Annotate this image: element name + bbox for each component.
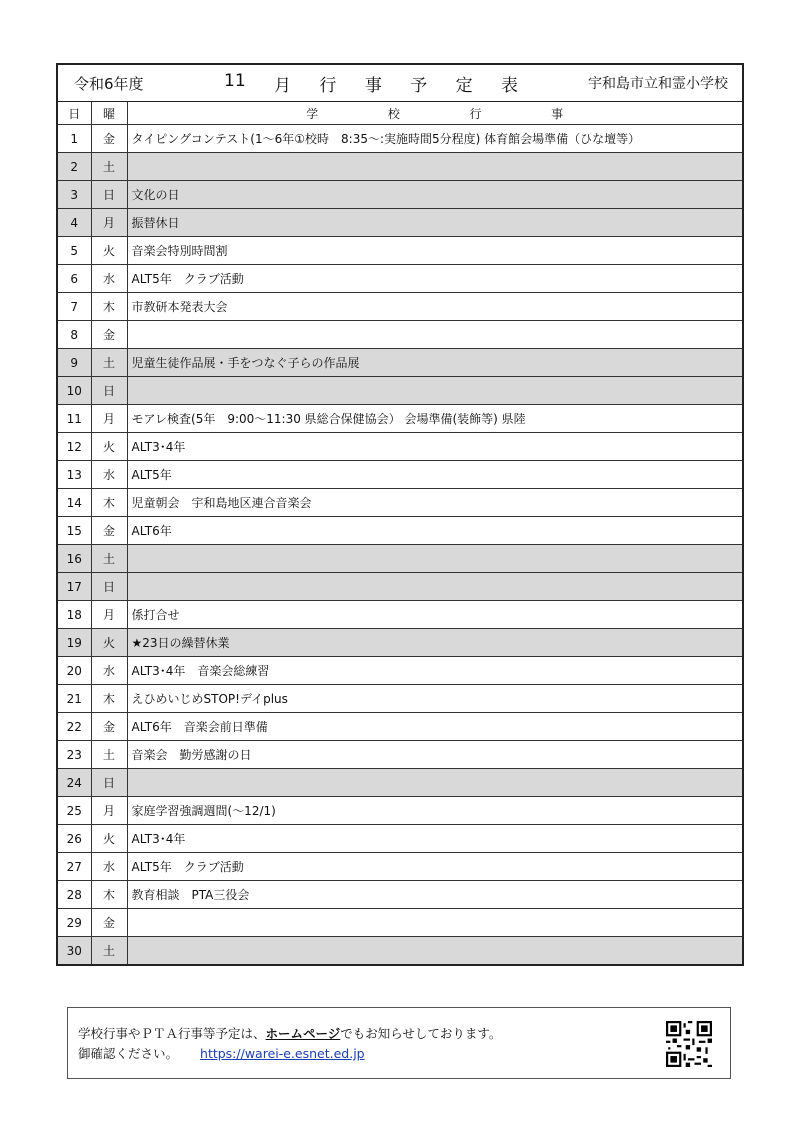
column-header-row — [57, 102, 743, 125]
day-cell: 12 — [57, 433, 91, 461]
day-cell: 23 — [57, 741, 91, 769]
weekday-cell: 日 — [91, 769, 127, 797]
weekday-cell: 日 — [91, 181, 127, 209]
qr-code-icon — [666, 1021, 712, 1067]
schedule-row — [57, 349, 743, 377]
event-cell: ALT3･4年 音楽会総練習 — [127, 657, 743, 685]
schedule-row — [57, 825, 743, 853]
day-cell: 19 — [57, 629, 91, 657]
event-cell: 音楽会特別時間割 — [127, 237, 743, 265]
schedule-row — [57, 209, 743, 237]
schedule-row — [57, 769, 743, 797]
day-cell: 22 — [57, 713, 91, 741]
day-cell: 21 — [57, 685, 91, 713]
weekday-cell: 土 — [91, 741, 127, 769]
day-cell: 10 — [57, 377, 91, 405]
day-cell: 30 — [57, 937, 91, 966]
weekday-cell: 木 — [91, 489, 127, 517]
column-header-day: 日 — [57, 102, 91, 125]
event-cell: 係打合せ — [127, 601, 743, 629]
weekday-cell: 月 — [91, 601, 127, 629]
schedule-row — [57, 657, 743, 685]
day-cell: 7 — [57, 293, 91, 321]
day-cell: 5 — [57, 237, 91, 265]
weekday-cell: 土 — [91, 937, 127, 966]
weekday-cell: 土 — [91, 349, 127, 377]
weekday-cell: 水 — [91, 853, 127, 881]
weekday-cell: 金 — [91, 909, 127, 937]
day-cell: 1 — [57, 125, 91, 153]
event-cell: ALT6年 音楽会前日準備 — [127, 713, 743, 741]
event-cell — [127, 545, 743, 573]
day-cell: 9 — [57, 349, 91, 377]
schedule-row — [57, 293, 743, 321]
column-header-event: 学 校 行 事 — [127, 102, 743, 125]
event-cell: 市教研本発表大会 — [127, 293, 743, 321]
schedule-sheet — [56, 63, 744, 966]
day-cell: 15 — [57, 517, 91, 545]
schedule-row — [57, 545, 743, 573]
schedule-row — [57, 377, 743, 405]
event-cell — [127, 573, 743, 601]
notice-line-2: 御確認ください。 https://warei-e.esnet.ed.jp — [78, 1046, 365, 1061]
event-cell — [127, 909, 743, 937]
weekday-cell: 木 — [91, 685, 127, 713]
weekday-cell: 木 — [91, 293, 127, 321]
day-cell: 29 — [57, 909, 91, 937]
day-cell: 27 — [57, 853, 91, 881]
schedule-row — [57, 629, 743, 657]
weekday-cell: 月 — [91, 209, 127, 237]
day-cell: 8 — [57, 321, 91, 349]
schedule-row — [57, 461, 743, 489]
schedule-row — [57, 937, 743, 966]
day-cell: 14 — [57, 489, 91, 517]
event-cell: ALT3･4年 — [127, 825, 743, 853]
weekday-cell: 月 — [91, 405, 127, 433]
schedule-row — [57, 321, 743, 349]
event-cell — [127, 769, 743, 797]
schedule-row — [57, 125, 743, 153]
day-cell: 17 — [57, 573, 91, 601]
day-cell: 25 — [57, 797, 91, 825]
weekday-cell: 火 — [91, 825, 127, 853]
schedule-row — [57, 153, 743, 181]
event-cell: ALT6年 — [127, 517, 743, 545]
schedule-row — [57, 713, 743, 741]
event-cell: 家庭学習強調週間(～12/1) — [127, 797, 743, 825]
schedule-row — [57, 909, 743, 937]
weekday-cell: 火 — [91, 629, 127, 657]
column-header-weekday: 曜 — [91, 102, 127, 125]
weekday-cell: 土 — [91, 545, 127, 573]
day-cell: 28 — [57, 881, 91, 909]
event-cell: えひめいじめSTOP!デイplus — [127, 685, 743, 713]
weekday-cell: 火 — [91, 237, 127, 265]
schedule-row — [57, 237, 743, 265]
schedule-rows — [57, 125, 743, 966]
school-name: 宇和島市立和霊小学校 — [588, 76, 728, 92]
day-cell: 13 — [57, 461, 91, 489]
day-cell: 20 — [57, 657, 91, 685]
notice-line-1: 学校行事やＰＴＡ行事等予定は、ホームページでもお知らせしております。 — [78, 1026, 502, 1041]
event-cell: モアレ検査(5年 9:00～11:30 県総合保健協会） 会場準備(装飾等) 県陸 — [127, 405, 743, 433]
weekday-cell: 月 — [91, 797, 127, 825]
schedule-row — [57, 853, 743, 881]
schedule-row — [57, 405, 743, 433]
page-title: 11 月 行 事 予 定 表 — [224, 70, 518, 96]
event-cell: ALT5年 クラブ活動 — [127, 853, 743, 881]
schedule-row — [57, 489, 743, 517]
title-row — [57, 64, 743, 102]
schedule-table — [56, 63, 744, 966]
schedule-row — [57, 601, 743, 629]
schedule-row — [57, 265, 743, 293]
weekday-cell: 水 — [91, 461, 127, 489]
day-cell: 6 — [57, 265, 91, 293]
day-cell: 3 — [57, 181, 91, 209]
weekday-cell: 金 — [91, 125, 127, 153]
event-cell: ALT5年 クラブ活動 — [127, 265, 743, 293]
event-cell: ALT3･4年 — [127, 433, 743, 461]
day-cell: 24 — [57, 769, 91, 797]
schedule-row — [57, 181, 743, 209]
weekday-cell: 金 — [91, 713, 127, 741]
event-cell: ★23日の繰替休業 — [127, 629, 743, 657]
day-cell: 4 — [57, 209, 91, 237]
event-cell — [127, 377, 743, 405]
event-cell — [127, 153, 743, 181]
notice-box — [67, 1007, 731, 1079]
event-cell: 文化の日 — [127, 181, 743, 209]
schedule-row — [57, 573, 743, 601]
weekday-cell: 火 — [91, 433, 127, 461]
weekday-cell: 木 — [91, 881, 127, 909]
day-cell: 18 — [57, 601, 91, 629]
homepage-link[interactable]: ホームページ — [265, 1026, 341, 1041]
day-cell: 11 — [57, 405, 91, 433]
school-url-link[interactable]: https://warei-e.esnet.ed.jp — [200, 1046, 365, 1061]
weekday-cell: 土 — [91, 153, 127, 181]
schedule-row — [57, 741, 743, 769]
weekday-cell: 日 — [91, 377, 127, 405]
event-cell — [127, 321, 743, 349]
day-cell: 26 — [57, 825, 91, 853]
event-cell: 児童朝会 宇和島地区連合音楽会 — [127, 489, 743, 517]
fiscal-year: 令和6年度 — [74, 74, 144, 93]
schedule-row — [57, 685, 743, 713]
event-cell: ALT5年 — [127, 461, 743, 489]
event-cell: 児童生徒作品展・手をつなぐ子らの作品展 — [127, 349, 743, 377]
weekday-cell: 水 — [91, 657, 127, 685]
event-cell: 教育相談 PTA三役会 — [127, 881, 743, 909]
event-cell: 音楽会 勤労感謝の日 — [127, 741, 743, 769]
weekday-cell: 金 — [91, 517, 127, 545]
weekday-cell: 日 — [91, 573, 127, 601]
schedule-row — [57, 881, 743, 909]
schedule-row — [57, 433, 743, 461]
event-cell: 振替休日 — [127, 209, 743, 237]
weekday-cell: 金 — [91, 321, 127, 349]
weekday-cell: 水 — [91, 265, 127, 293]
schedule-row — [57, 517, 743, 545]
day-cell: 2 — [57, 153, 91, 181]
day-cell: 16 — [57, 545, 91, 573]
schedule-row — [57, 797, 743, 825]
event-cell: タイピングコンテスト(1～6年①校時 8:35～:実施時間5分程度) 体育館会場準備（ひな壇等） — [127, 125, 743, 153]
event-cell — [127, 937, 743, 966]
